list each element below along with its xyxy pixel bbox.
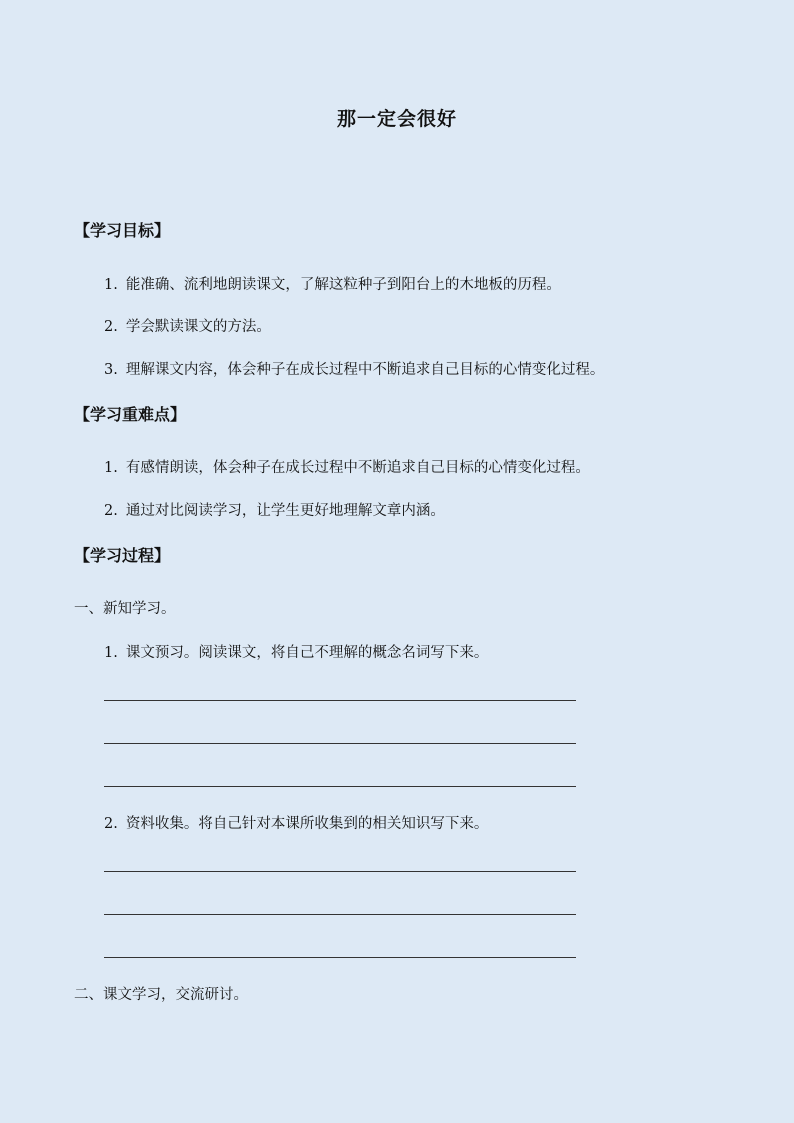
goal-item-3-text: 理解课文内容，体会种子在成长过程中不断追求自己目标的心情变化过程。 [125,362,605,378]
goal-item-3 [104,358,604,379]
page-title: 那一定会很好 [336,108,457,130]
key-point-item-1-text: 有感情朗读，体会种子在成长过程中不断追求自己目标的心情变化过程。 [125,460,590,476]
answer-line[interactable] [104,914,576,915]
goal-item-3-number: 3. [104,362,118,378]
key-point-item-2 [104,499,445,520]
process-item-2-text: 资料收集。将自己针对本课所收集到的相关知识写下来。 [125,816,489,832]
process-item-2 [104,812,488,833]
part1-label: 一、新知学习。 [74,601,176,617]
process-item-2-number: 2. [104,816,118,832]
heading-learning-process: 【学习过程】 [74,546,171,565]
key-point-item-2-number: 2. [104,503,118,519]
goal-item-1 [104,273,561,294]
answer-line[interactable] [104,786,576,787]
heading-learning-goals: 【学习目标】 [74,221,171,240]
answer-line[interactable] [104,743,576,744]
part2-label: 二、课文学习，交流研讨。 [74,987,248,1003]
process-item-1-text: 课文预习。阅读课文，将自己不理解的概念名词写下来。 [125,645,489,661]
heading-key-points: 【学习重难点】 [74,405,187,424]
key-point-item-1-number: 1. [104,460,118,476]
goal-item-1-text: 能准确、流利地朗读课文，了解这粒种子到阳台上的木地板的历程。 [125,277,561,293]
goal-item-1-number: 1. [104,277,118,293]
process-item-1 [104,641,488,662]
answer-line[interactable] [104,957,576,958]
answer-line[interactable] [104,700,576,701]
goal-item-2-number: 2. [104,319,118,335]
goal-item-2 [104,315,271,336]
goal-item-2-text: 学会默读课文的方法。 [125,319,271,335]
answer-line[interactable] [104,871,576,872]
process-item-1-number: 1. [104,645,118,661]
key-point-item-1 [104,456,590,477]
key-point-item-2-text: 通过对比阅读学习，让学生更好地理解文章内涵。 [125,503,445,519]
